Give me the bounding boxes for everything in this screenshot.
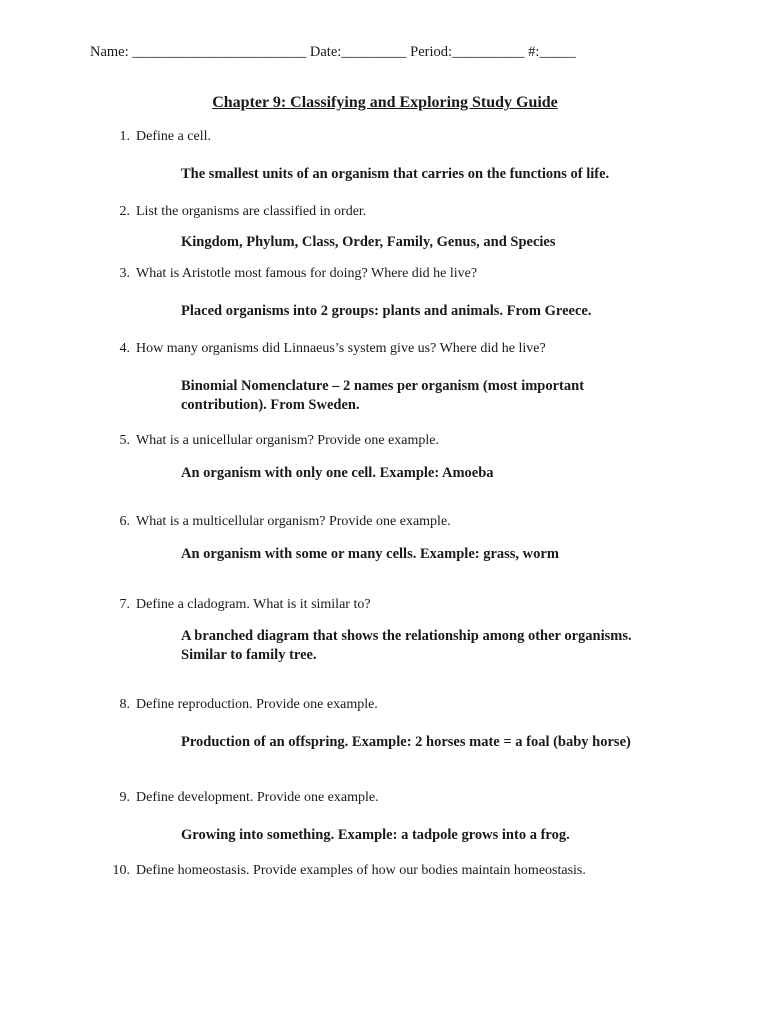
question-number: 3. bbox=[119, 266, 130, 281]
question-text: Define a cell. bbox=[136, 129, 212, 144]
question-text: Define a cladogram. What is it similar to? bbox=[136, 597, 371, 612]
question-number: 6. bbox=[119, 514, 130, 529]
answer-7: A branched diagram that shows the relationship among other organisms. Similar to family tree. bbox=[181, 628, 632, 663]
answer-1: The smallest units of an organism that carries on the functions of life. bbox=[181, 166, 610, 182]
question-number: 8. bbox=[119, 697, 130, 712]
question-number: 10. bbox=[112, 863, 130, 878]
header-fields: Name: ________________________ Date:_________ Period:__________ #:_____ bbox=[90, 44, 576, 60]
question-text: Define development. Provide one example. bbox=[136, 790, 379, 805]
page-title: Chapter 9: Classifying and Exploring Study Guide bbox=[212, 94, 558, 111]
question-text: Define reproduction. Provide one example. bbox=[136, 697, 378, 712]
answer-8: Production of an offspring. Example: 2 horses mate = a foal (baby horse) bbox=[181, 734, 631, 750]
answer-9: Growing into something. Example: a tadpole grows into a frog. bbox=[181, 827, 570, 843]
question-number: 9. bbox=[119, 790, 130, 805]
question-number: 1. bbox=[119, 129, 130, 144]
question-number: 2. bbox=[119, 204, 130, 219]
question-text: What is Aristotle most famous for doing? Where did he live? bbox=[136, 266, 478, 281]
answer-3: Placed organisms into 2 groups: plants and animals. From Greece. bbox=[181, 303, 592, 319]
question-text: List the organisms are classified in order. bbox=[136, 204, 367, 219]
answer-5: An organism with only one cell. Example: Amoeba bbox=[181, 465, 494, 481]
question-text: What is a multicellular organism? Provide one example. bbox=[136, 514, 451, 529]
question-text: How many organisms did Linnaeus’s system give us? Where did he live? bbox=[136, 341, 546, 356]
answer-6: An organism with some or many cells. Example: grass, worm bbox=[181, 546, 559, 562]
question-number: 7. bbox=[119, 597, 130, 612]
answer-2: Kingdom, Phylum, Class, Order, Family, Genus, and Species bbox=[181, 234, 556, 250]
question-number: 5. bbox=[119, 433, 130, 448]
answer-4: Binomial Nomenclature – 2 names per organism (most important contribution). From Sweden. bbox=[181, 378, 585, 413]
question-text: What is a unicellular organism? Provide one example. bbox=[136, 433, 439, 448]
question-number: 4. bbox=[119, 341, 130, 356]
question-text: Define homeostasis. Provide examples of how our bodies maintain homeostasis. bbox=[136, 863, 586, 878]
